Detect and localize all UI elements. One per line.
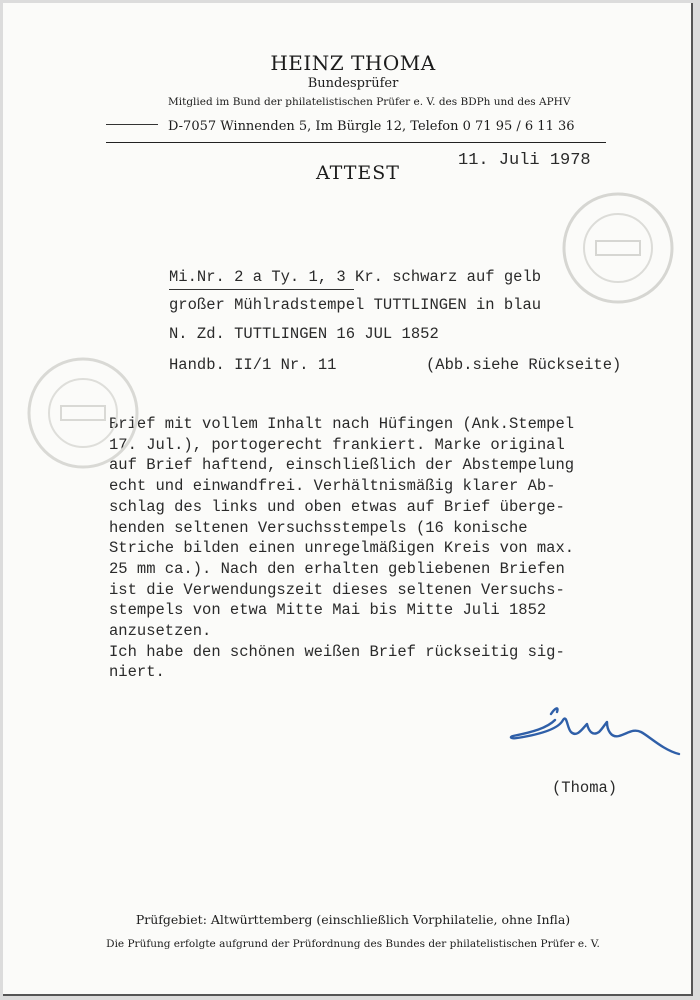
letterhead-name: HEINZ THOMA: [270, 51, 436, 75]
body-line: 25 mm ca.). Nach den erhalten gebliebenen Briefen: [109, 559, 565, 578]
stamp-detail-handbook: Handb. II/1 Nr. 11: [169, 356, 337, 374]
certificate-body: [109, 414, 669, 683]
signature: [503, 698, 688, 768]
letterhead-address: D-7057 Winnenden 5, Im Bürgle 12, Telefon 0 71 95 / 6 11 36: [168, 119, 575, 134]
body-line: niert.: [109, 663, 165, 682]
stamp-detail-transit: N. Zd. TUTTLINGEN 16 JUL 1852: [169, 325, 439, 343]
body-line: henden seltenen Versuchsstempels (16 konische: [109, 518, 528, 537]
signed-name: (Thoma): [552, 779, 618, 797]
catalog-underline: [169, 289, 354, 290]
embossed-seal-left: [23, 353, 143, 473]
body-line: Ich habe den schönen weißen Brief rückseitig sig-: [109, 642, 565, 661]
body-line: schlag des links und oben etwas auf Brief überge-: [109, 497, 565, 516]
body-line: 17. Jul.), portogerecht frankiert. Marke original: [109, 435, 565, 454]
certificate-date: 11. Juli 1978: [458, 151, 591, 170]
letterhead-divider: [106, 142, 606, 143]
letterhead-rule-short: [106, 124, 158, 125]
letterhead-membership: Mitglied im Bund der philatelistischen Prüfer e. V. des BDPh und des APHV: [168, 96, 571, 108]
certificate-heading: ATTEST: [316, 162, 400, 184]
stamp-detail-cancel: großer Mühlradstempel TUTTLINGEN in blau: [169, 296, 542, 314]
footer-basis: Die Prüfung erfolgte aufgrund der Prüfordnung des Bundes der philatelistischen Prüfer e. V.: [106, 938, 600, 950]
body-line: auf Brief haftend, einschließlich der Abstempelung: [109, 456, 575, 475]
body-line: Striche bilden einen unregelmäßigen Kreis von max.: [109, 539, 575, 558]
body-line: anzusetzen.: [109, 622, 212, 641]
certificate-page: [3, 3, 693, 996]
body-line: ist die Verwendungszeit dieses seltenen Versuchs-: [109, 580, 565, 599]
stamp-reference-note: (Abb.siehe Rückseite): [426, 356, 622, 374]
body-line: Brief mit vollem Inhalt nach Hüfingen (Ank.Stempel: [109, 415, 575, 433]
letterhead-title: Bundesprüfer: [307, 76, 399, 91]
footer-scope: Prüfgebiet: Altwürttemberg (einschließlich Vorphilatelie, ohne Infla): [135, 912, 571, 927]
embossed-seal-top: [558, 188, 678, 308]
body-line: echt und einwandfrei. Verhältnismäßig klarer Ab-: [109, 477, 556, 496]
body-line: stempels von etwa Mitte Mai bis Mitte Juli 1852: [109, 601, 547, 620]
stamp-detail-catalog: Mi.Nr. 2 a Ty. 1, 3 Kr. schwarz auf gelb: [169, 268, 542, 286]
